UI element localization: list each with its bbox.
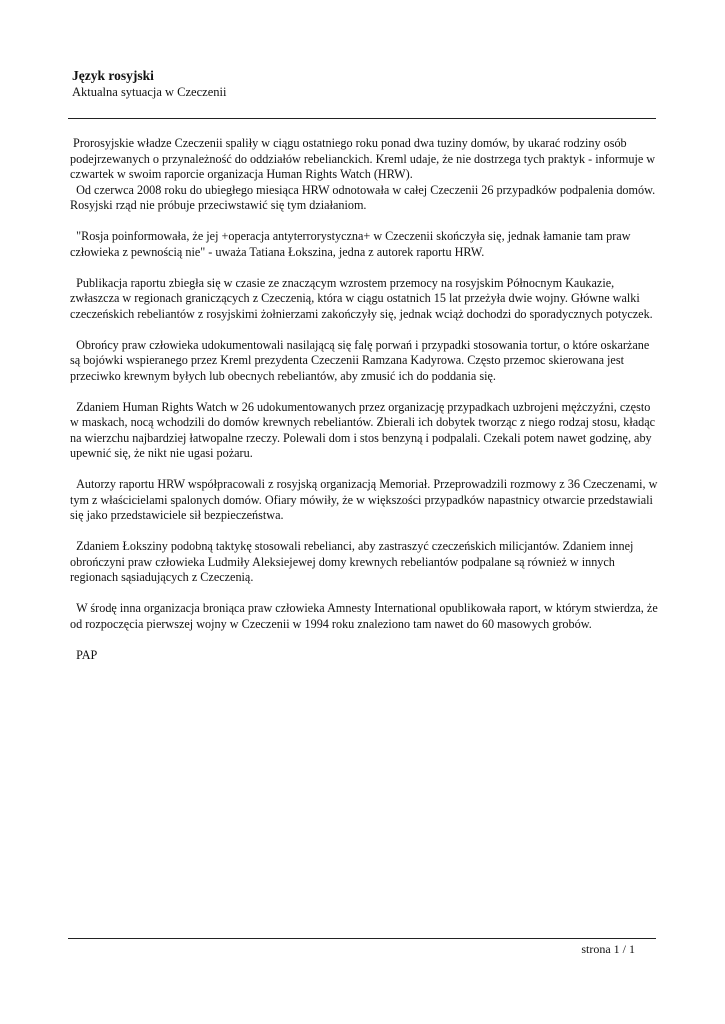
document-title: Język rosyjski <box>72 68 154 83</box>
article-paragraph: Autorzy raportu HRW współpracowali z rosyjską organizacją Memoriał. Przeprowadzili rozmowy z 36 Czeczenami, w tym z właścicielami spalonych domów. Ofiary mówiły, że w większości przypadków napastnicy otwarcie przedstawiali się jako przedstawiciele sił bezpieczeństwa. <box>70 477 661 522</box>
article-source: PAP <box>70 647 98 662</box>
article-paragraph: Publikacja raportu zbiegła się w czasie ze znaczącym wzrostem przemocy na rosyjskim Północnym Kaukazie, zwłaszcza w regionach graniczących z Czeczenią, która w ciągu ostatnich 15 lat przeżyła dwie wojny. Główne walki czeczeńskich rebeliantów z rosyjskimi żołnierzami zakończyły się, jednak wciąż dochodzi do sporadycznych potyczek. <box>70 275 653 321</box>
page-number: strona 1 / 1 <box>581 942 635 956</box>
article-paragraph: Prorosyjskie władze Czeczenii spaliły w ciągu ostatniego roku ponad dwa tuziny domów, by ukarać rodziny osób podejrzewanych o przynależność do oddziałów rebelianckich. Kreml udaje, że nie dostrzega tych praktyk - informuje w czwartek w swoim raporcie organizacja Human Rights Watch (HRW). Od czerwca 2008 roku do ubiegłego miesiąca HRW odnotowała w całej Czeczenii 26 przypadków podpalenia domów. Rosyjski rząd nie próbuje przeciwstawić się tym działaniom. <box>70 136 656 212</box>
header-divider <box>68 118 656 119</box>
document-header <box>72 68 656 100</box>
document-subtitle: Aktualna sytuacja w Czeczenii <box>72 85 227 99</box>
article-paragraph: Zdaniem Human Rights Watch w 26 udokumentowanych przez organizację przypadkach uzbrojeni mężczyźni, często w maskach, nocą wchodzili do domów krewnych rebeliantów. Zbierali ich dobytek tworząc z niego rodzaj stosu, kładąc na wierzchu najbardziej łatwopalne rzeczy. Polewali dom i stos benzyną i podpalali. Czekali potem nawet godzinę, aby upewnić się, że nikt nie ugasi pożaru. <box>70 399 659 460</box>
article-paragraph: "Rosja poinformowała, że jej +operacja antyterrorystyczna+ w Czeczenii skończyła się, jednak łamanie tam praw człowieka z pewnością nie" - uważa Tatiana Łokszina, jedna z autorek raportu HRW. <box>70 229 634 259</box>
article-paragraph: Zdaniem Łoksziny podobną taktykę stosowali rebelianci, aby zastraszyć czeczeńskich milicjantów. Zdaniem innej obrończyni praw człowieka Ludmiły Aleksiejewej domy krewnych rebeliantów podpalane są również w innych regionach sąsiadujących z Czeczenią. <box>70 539 637 584</box>
article-paragraph: Obrońcy praw człowieka udokumentowali nasilającą się falę porwań i przypadki stosowania tortur, o które oskarżane są bojówki wspieranego przez Kreml prezydenta Czeczenii Ramzana Kadyrowa. Często przemoc skierowana jest przeciwko krewnym byłych lub obecnych rebeliantów, aby zmusić ich do poddania się. <box>70 337 653 383</box>
footer-divider <box>68 938 656 939</box>
article-body <box>70 136 662 679</box>
article-paragraph: W środę inna organizacja broniąca praw człowieka Amnesty International opublikowała raport, w którym stwierdza, że od rozpoczęcia pierwszej wojny w Czeczenii w 1994 roku znaleziono tam nawet do 60 masowych grobów. <box>70 601 661 631</box>
